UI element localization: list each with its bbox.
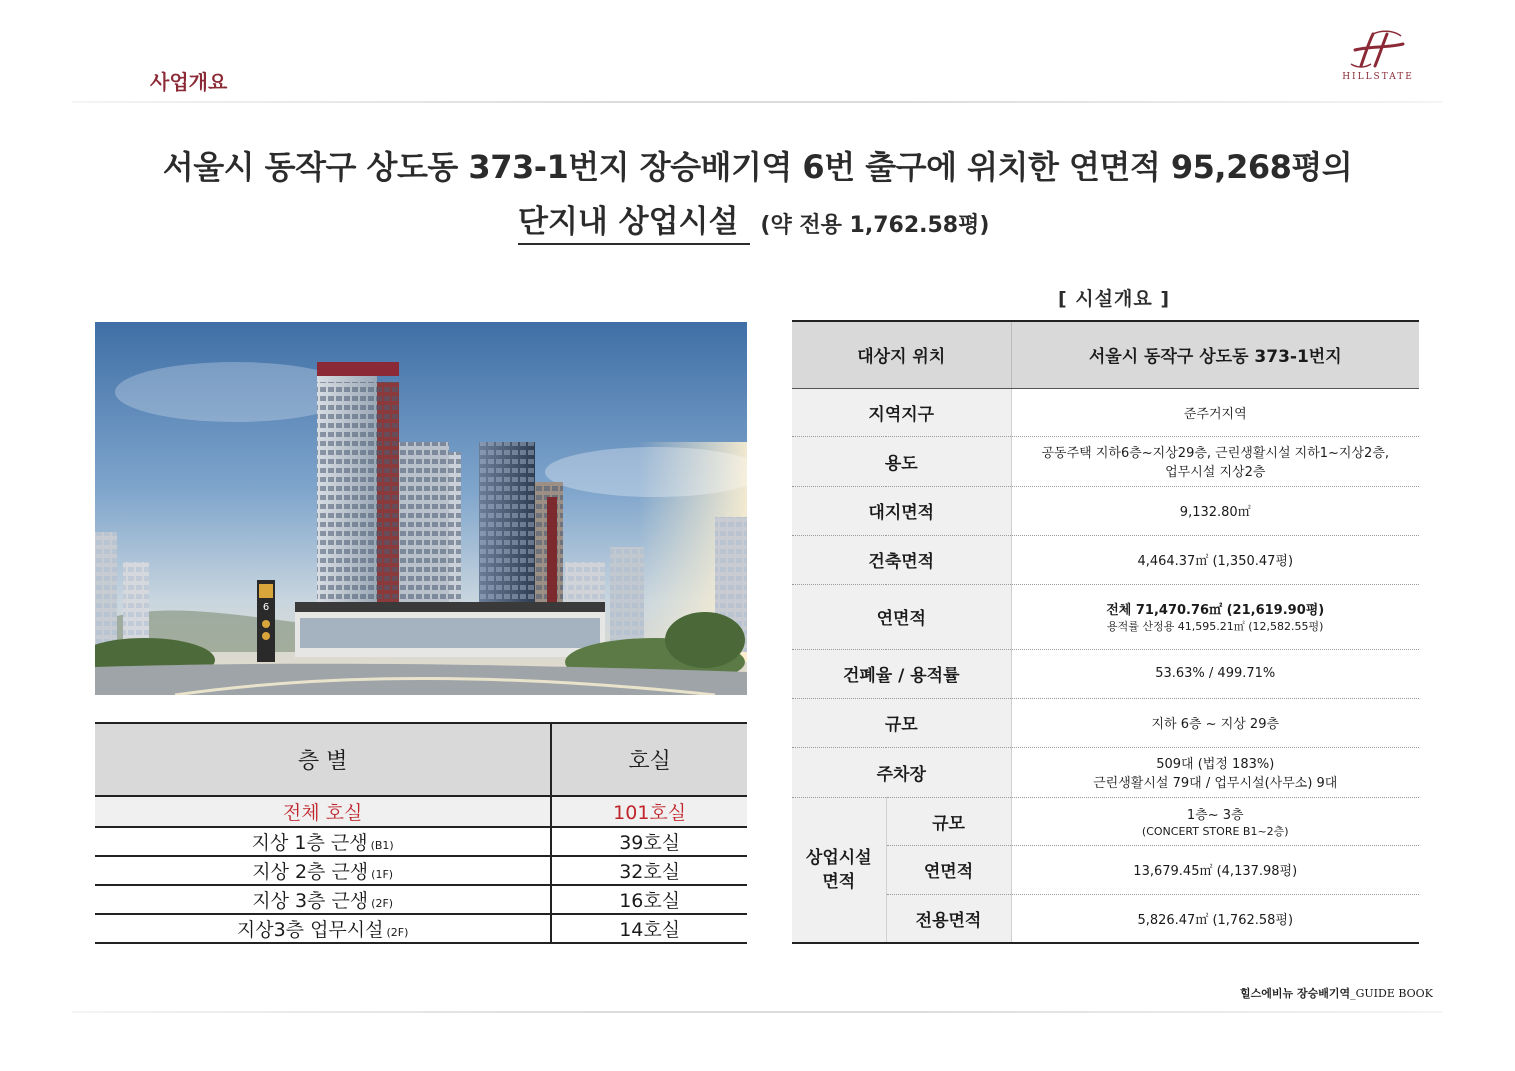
units-total-count: 101호실: [551, 796, 747, 827]
facility-location-label: 대상지 위치: [792, 321, 1011, 388]
units-header-units: 호실: [551, 723, 747, 796]
commercial-gross-label: 연면적: [886, 845, 1011, 894]
site-area-value: 9,132.80㎡: [1011, 486, 1419, 535]
commercial-scale-label: 규모: [886, 797, 1011, 845]
commercial-scale-value-1: 1층~ 3층: [1186, 807, 1244, 823]
commercial-label: 상업시설 면적: [792, 797, 886, 943]
units-table: [95, 722, 747, 944]
table-row: [792, 584, 1419, 649]
gross-area-value: [1011, 584, 1419, 649]
units-floor-cell: [95, 827, 551, 856]
building-area-value: 4,464.37㎡ (1,350.47평): [1011, 535, 1419, 584]
units-count-cell: 39호실: [551, 827, 747, 856]
headline-note: (약 전용 1,762.58평): [760, 213, 990, 238]
building-rendering: [95, 322, 747, 695]
gross-area-label: 연면적: [792, 584, 1011, 649]
floor-tag: (1F): [371, 868, 394, 881]
footer-name: 힐스에비뉴 장승배기역: [1240, 987, 1351, 1000]
units-floor-cell: [95, 885, 551, 914]
table-row: [792, 388, 1419, 436]
commercial-scale-value-2: (CONCERT STORE B1~2층): [1141, 824, 1289, 838]
section-label: 사업개요: [150, 70, 228, 94]
floor-label: 지상3층 업무시설: [236, 919, 384, 941]
table-row: [792, 894, 1419, 943]
parking-label: 주차장: [792, 747, 1011, 797]
table-row: [95, 856, 747, 885]
table-row: [792, 747, 1419, 797]
floor-label: 지상 1층 근생: [251, 832, 368, 854]
facility-table: [792, 320, 1419, 944]
table-row: [95, 914, 747, 943]
table-row: [792, 845, 1419, 894]
headline-line1: 서울시 동작구 상도동 373-1번지 장승배기역 6번 출구에 위치한 연면적 95,268평의: [162, 148, 1353, 186]
facility-location-row: [792, 321, 1419, 388]
facility-location-value: 서울시 동작구 상도동 373-1번지: [1011, 321, 1419, 388]
floor-tag: (2F): [386, 926, 409, 939]
top-divider: [72, 101, 1442, 103]
units-floor-cell: [95, 856, 551, 885]
commercial-exclusive-label: 전용면적: [886, 894, 1011, 943]
bottom-divider: [72, 1011, 1442, 1013]
table-row: [792, 649, 1419, 698]
headline-main: 단지내 상업시설: [518, 196, 750, 245]
pillar-sign-text: 6: [262, 602, 270, 613]
gross-area-value-1: 전체 71,470.76㎡ (21,619.90평): [1106, 603, 1325, 618]
hillstate-h-icon: [1343, 30, 1413, 70]
use-value-2: 업무시설 지상2층: [1165, 465, 1266, 480]
commercial-gross-value: 13,679.45㎡ (4,137.98평): [1011, 845, 1419, 894]
units-count-cell: 14호실: [551, 914, 747, 943]
site-area-label: 대지면적: [792, 486, 1011, 535]
table-row: [95, 885, 747, 914]
units-count-cell: 32호실: [551, 856, 747, 885]
units-count-cell: 16호실: [551, 885, 747, 914]
scale-label: 규모: [792, 698, 1011, 747]
table-row: [792, 698, 1419, 747]
use-value: [1011, 436, 1419, 486]
gross-area-value-2: 용적률 산정용 41,595.21㎡ (12,582.55평): [1107, 620, 1324, 633]
units-header-floor: 층 별: [95, 723, 551, 796]
units-total-row: [95, 796, 747, 827]
facility-title: [ 시설개요 ]: [1058, 288, 1171, 310]
units-total-floor: 전체 호실: [95, 796, 551, 827]
footer-suffix: _GUIDE BOOK: [1350, 987, 1433, 1000]
commercial-exclusive-value: 5,826.47㎡ (1,762.58평): [1011, 894, 1419, 943]
table-row: [792, 486, 1419, 535]
headline-line2: [518, 196, 989, 245]
district-label: 지역지구: [792, 388, 1011, 436]
commercial-scale-value: [1011, 797, 1419, 845]
ratio-label: 건폐율 / 용적률: [792, 649, 1011, 698]
logo-text: HILLSTATE: [1342, 72, 1414, 82]
units-table-header: [95, 723, 747, 796]
table-row: [792, 436, 1419, 486]
table-row: [792, 797, 1419, 845]
units-floor-cell: [95, 914, 551, 943]
scale-value: 지하 6층 ~ 지상 29층: [1011, 698, 1419, 747]
parking-value-1: 509대 (법정 183%): [1156, 757, 1275, 772]
hillstate-logo: [1336, 30, 1420, 90]
floor-label: 지상 2층 근생: [252, 861, 369, 883]
table-row: [95, 827, 747, 856]
footer-guide: [1240, 985, 1433, 1001]
floor-tag: (B1): [370, 839, 394, 852]
floor-label: 지상 3층 근생: [252, 890, 369, 912]
parking-value-2: 근린생활시설 79대 / 업무시설(사무소) 9대: [1093, 776, 1338, 791]
district-value: 준주거지역: [1011, 388, 1419, 436]
use-label: 용도: [792, 436, 1011, 486]
table-row: [792, 535, 1419, 584]
ratio-value: 53.63% / 499.71%: [1011, 649, 1419, 698]
parking-value: [1011, 747, 1419, 797]
floor-tag: (2F): [371, 897, 394, 910]
building-area-label: 건축면적: [792, 535, 1011, 584]
building-rendering-image: [95, 322, 747, 695]
use-value-1: 공동주택 지하6층~지상29층, 근린생활시설 지하1~지상2층,: [1041, 446, 1390, 461]
